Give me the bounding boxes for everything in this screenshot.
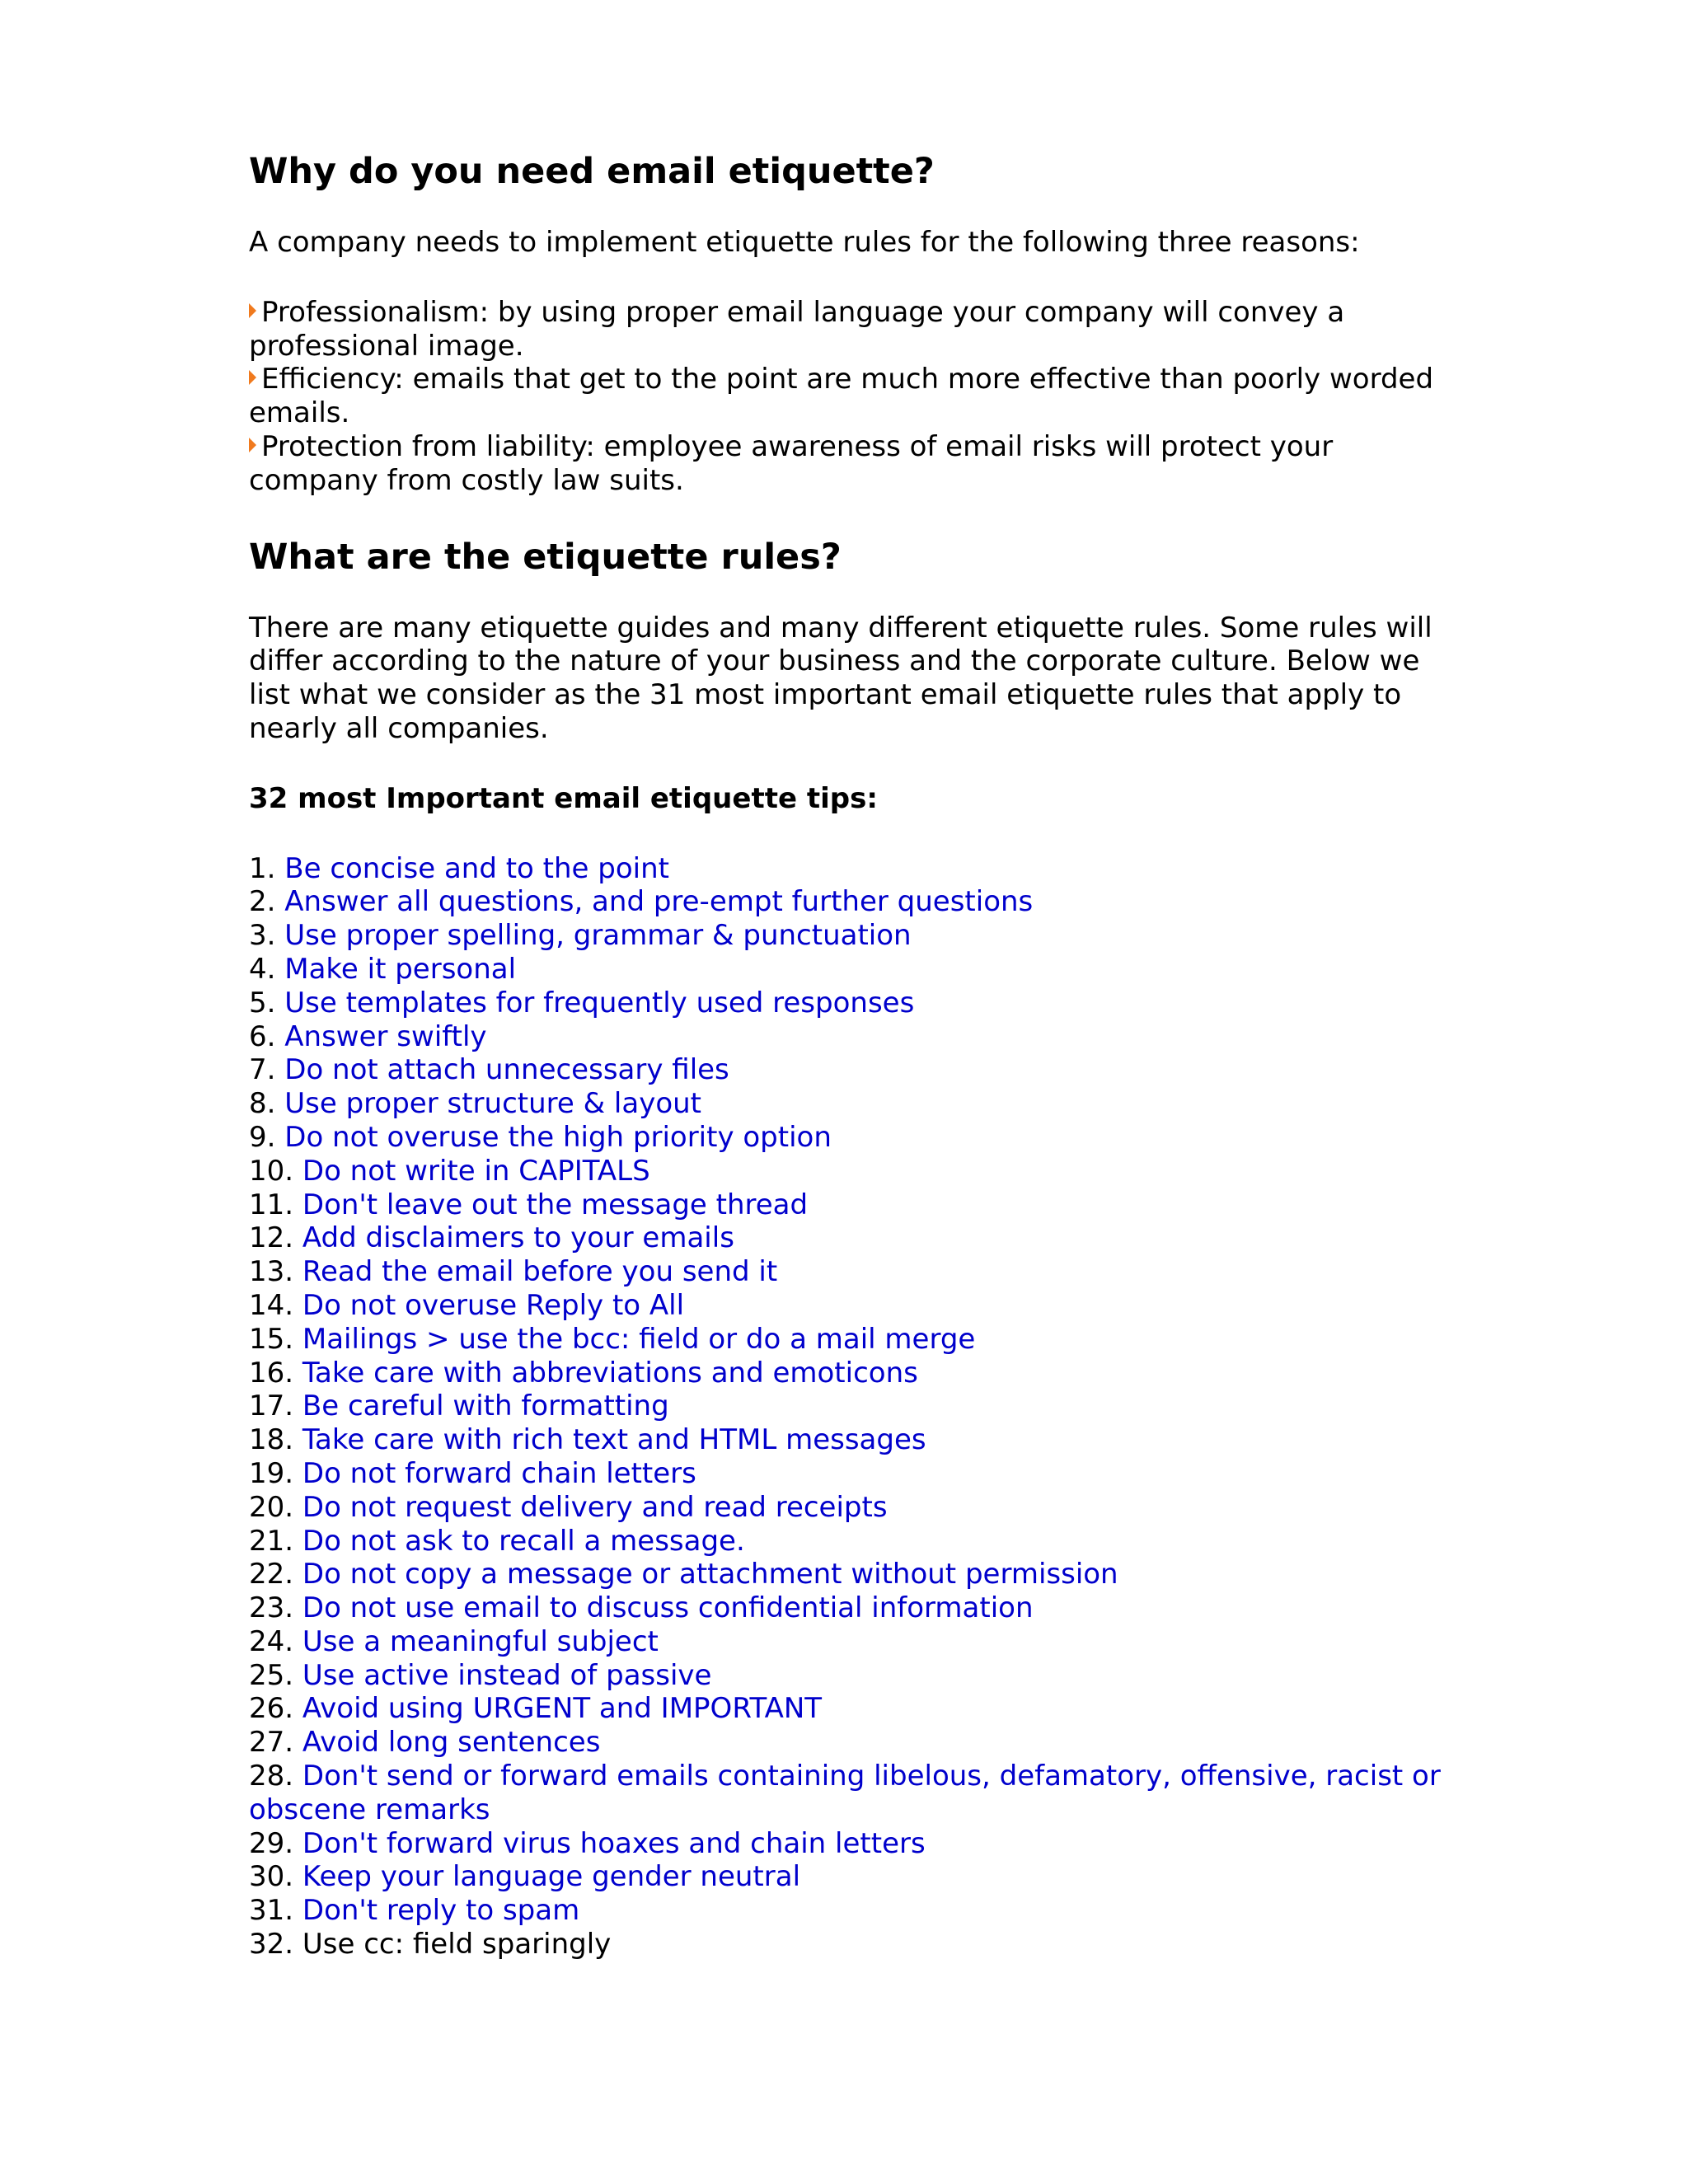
tip-item (249, 1860, 1452, 1894)
document-page (249, 148, 1452, 1961)
tips-list (249, 852, 1452, 1961)
tip-item (249, 1121, 1452, 1155)
tip-link[interactable]: Add disclaimers to your emails (302, 1221, 734, 1255)
tip-item (249, 1423, 1452, 1457)
tip-number: 26. (249, 1692, 294, 1726)
tip-number: 31. (249, 1894, 294, 1928)
reasons-list (249, 296, 1452, 498)
tip-item (249, 1390, 1452, 1423)
tip-item (249, 1827, 1452, 1861)
tip-number: 7. (249, 1053, 276, 1087)
tip-link[interactable]: Do not request delivery and read receipts (302, 1490, 888, 1524)
tip-item (249, 1525, 1452, 1558)
tip-item (249, 1625, 1452, 1659)
tip-number: 32. (249, 1928, 294, 1961)
tip-item (249, 1491, 1452, 1525)
tip-number: 4. (249, 952, 276, 986)
reason-text: Efficiency: emails that get to the point are much more effective than poorly worded emails. (249, 363, 1434, 430)
tip-link[interactable]: Do not ask to recall a message. (302, 1524, 745, 1558)
tip-item (249, 1221, 1452, 1255)
tip-link[interactable]: Use proper structure & layout (284, 1087, 701, 1121)
tip-number: 14. (249, 1288, 294, 1322)
tip-item (249, 987, 1452, 1020)
tip-number: 25. (249, 1658, 294, 1692)
tip-item (249, 1558, 1452, 1591)
reason-item (249, 296, 1452, 363)
tip-link[interactable]: Use proper spelling, grammar & punctuation (284, 919, 912, 953)
tip-item (249, 1357, 1452, 1390)
tip-item (249, 1323, 1452, 1357)
tip-item (249, 1659, 1452, 1693)
tip-number: 15. (249, 1322, 294, 1356)
tip-number: 6. (249, 1019, 276, 1053)
heading-etiquette-rules: What are the etiquette rules? (249, 536, 842, 578)
tip-number: 21. (249, 1524, 294, 1558)
tip-link[interactable]: Don't forward virus hoaxes and chain letters (302, 1826, 926, 1860)
tip-number: 11. (249, 1188, 294, 1221)
tip-number: 12. (249, 1221, 294, 1255)
reason-text: Professionalism: by using proper email language your company will convey a professional image. (249, 295, 1345, 363)
tip-item (249, 1928, 1452, 1961)
tip-link[interactable]: Take care with abbreviations and emoticons (302, 1356, 918, 1390)
tip-number: 3. (249, 919, 276, 953)
tip-link[interactable]: Answer all questions, and pre-empt further questions (284, 885, 1034, 919)
tip-number: 28. (249, 1760, 294, 1793)
tip-item (249, 953, 1452, 987)
tip-item (249, 1053, 1452, 1087)
arrow-bullet-icon (249, 370, 256, 385)
tip-item (249, 1020, 1452, 1054)
tip-link[interactable]: Make it personal (284, 952, 517, 986)
tip-number: 9. (249, 1120, 276, 1154)
tip-item (249, 1155, 1452, 1188)
tip-link[interactable]: Do not overuse the high priority option (284, 1120, 832, 1154)
tip-number: 10. (249, 1154, 294, 1188)
tip-link[interactable]: Be concise and to the point (284, 851, 669, 885)
tip-item (249, 1087, 1452, 1121)
tip-link[interactable]: Don't reply to spam (302, 1894, 580, 1928)
tip-item (249, 1692, 1452, 1726)
tip-text: Use cc: field sparingly (302, 1928, 612, 1961)
tip-number: 13. (249, 1255, 294, 1289)
tip-item (249, 1289, 1452, 1323)
reason-item (249, 430, 1452, 498)
tip-link[interactable]: Do not forward chain letters (302, 1456, 696, 1490)
tip-link[interactable]: Mailings > use the bcc: field or do a mail merge (302, 1322, 976, 1356)
tip-item (249, 1188, 1452, 1222)
tip-link[interactable]: Be careful with formatting (302, 1390, 669, 1423)
tips-subheading: 32 most Important email etiquette tips: (249, 781, 878, 815)
tip-number: 17. (249, 1390, 294, 1423)
tip-item (249, 1894, 1452, 1928)
tip-link[interactable]: Use active instead of passive (302, 1658, 712, 1692)
tip-link[interactable]: Do not overuse Reply to All (302, 1288, 685, 1322)
tip-number: 2. (249, 885, 276, 919)
tip-link[interactable]: Read the email before you send it (302, 1255, 778, 1289)
tip-link[interactable]: Don't leave out the message thread (302, 1188, 809, 1221)
reason-text: Protection from liability: employee awareness of email risks will protect your company from costly law suits. (249, 429, 1334, 497)
tip-number: 1. (249, 851, 276, 885)
tip-item (249, 1255, 1452, 1289)
tip-link[interactable]: Do not copy a message or attachment without permission (302, 1558, 1118, 1591)
tip-item (249, 885, 1452, 919)
tip-link[interactable]: Keep your language gender neutral (302, 1860, 801, 1894)
tip-number: 30. (249, 1860, 294, 1894)
tip-number: 27. (249, 1726, 294, 1760)
tip-number: 23. (249, 1591, 294, 1625)
tip-number: 29. (249, 1826, 294, 1860)
tip-number: 8. (249, 1087, 276, 1121)
tip-number: 18. (249, 1423, 294, 1457)
heading-why-etiquette: Why do you need email etiquette? (249, 151, 935, 192)
tip-link[interactable]: Avoid long sentences (302, 1726, 601, 1760)
reason-item (249, 363, 1452, 430)
tip-item (249, 1726, 1452, 1760)
tip-number: 16. (249, 1356, 294, 1390)
tip-link[interactable]: Use a meaningful subject (302, 1624, 659, 1658)
tip-item (249, 852, 1452, 886)
tip-item (249, 1760, 1452, 1827)
tip-number: 5. (249, 986, 276, 1019)
tip-item (249, 1591, 1452, 1625)
tip-link[interactable]: Use templates for frequently used responses (284, 986, 915, 1019)
intro-text: A company needs to implement etiquette rules for the following three reasons: (249, 226, 1360, 259)
tip-item (249, 1457, 1452, 1491)
tip-link[interactable]: Avoid using URGENT and IMPORTANT (302, 1692, 823, 1726)
arrow-bullet-icon (249, 303, 256, 318)
tip-link[interactable]: Do not attach unnecessary files (284, 1053, 729, 1087)
tip-number: 19. (249, 1456, 294, 1490)
arrow-bullet-icon (249, 438, 256, 452)
tip-link[interactable]: Do not use email to discuss confidential information (302, 1591, 1034, 1625)
tip-link[interactable]: Do not write in CAPITALS (302, 1154, 650, 1188)
tip-link[interactable]: Answer swiftly (284, 1019, 487, 1053)
tip-link[interactable]: Take care with rich text and HTML messages (302, 1423, 926, 1457)
tip-link[interactable]: Don't send or forward emails containing libelous, defamatory, offensive, racist or obscene remarks (249, 1760, 1441, 1826)
tip-number: 22. (249, 1558, 294, 1591)
tip-number: 20. (249, 1490, 294, 1524)
rules-paragraph: There are many etiquette guides and many different etiquette rules. Some rules will differ according to the nature of your business and the corporate culture. Below we list what we consider as the 31 most important email etiquette rules that apply to nearly all companies. (249, 611, 1432, 745)
tip-item (249, 919, 1452, 953)
tip-number: 24. (249, 1624, 294, 1658)
